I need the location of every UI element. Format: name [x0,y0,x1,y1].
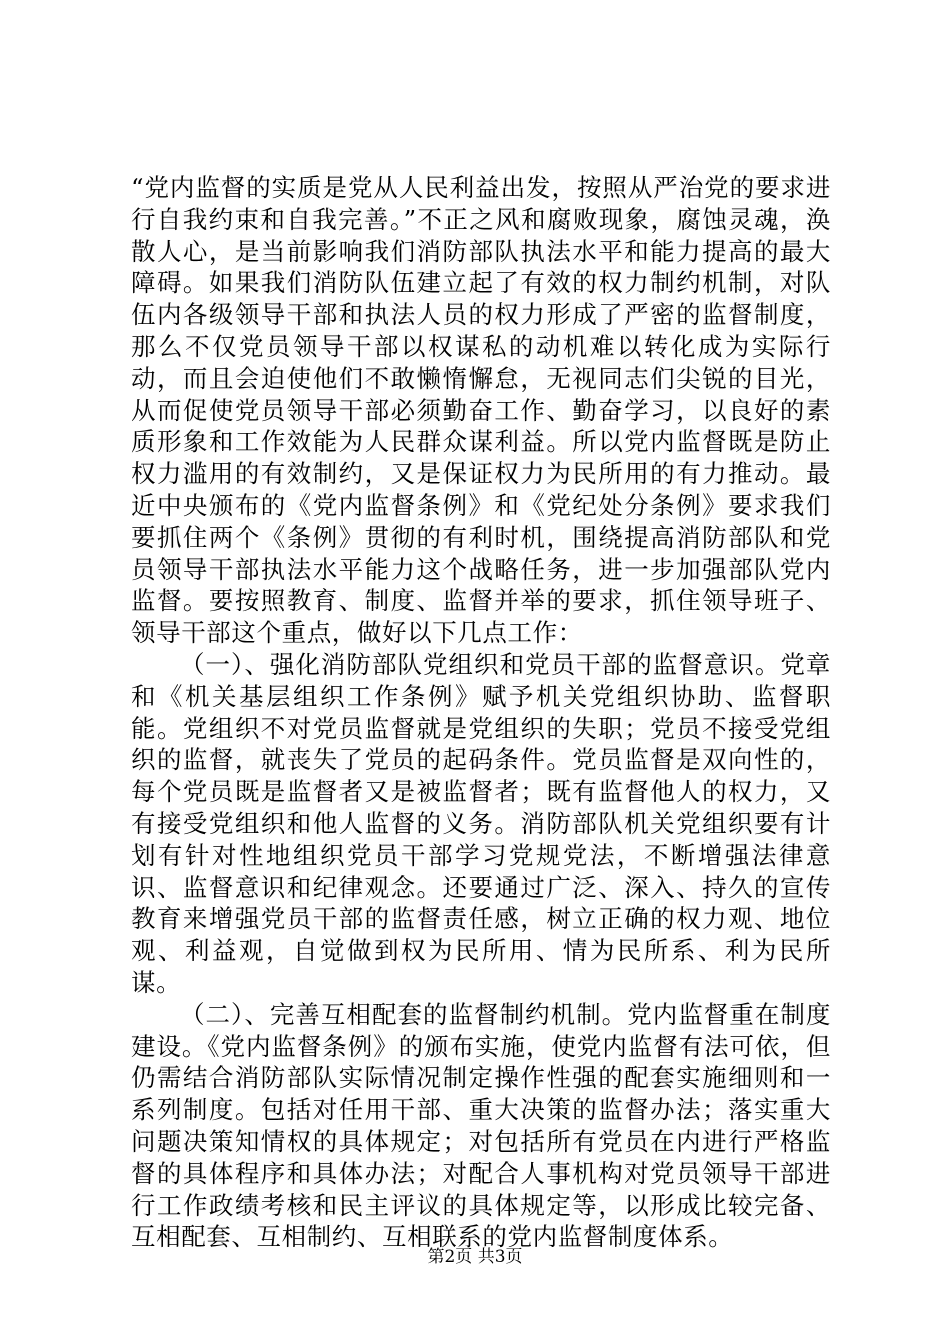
page-footer [0,1246,950,1268]
paragraph-section-one: （一）、强化消防部队党组织和党员干部的监督意识。党章和《机关基层组织工作条例》赋予机关党组织协助、监督职能。党组织不对党员监督就是党组织的失职；党员不接受党组织的监督，就丧失了党员的起码条件。党员监督是双向性的，每个党员既是监督者又是被监督者；既有监督他人的权力，又有接受党组织和他人监督的义务。消防部队机关党组织要有计划有针对性地组织党员干部学习党规党法，不断增强法律意识、监督意识和纪律观念。还要通过广泛、深入、持久的宣传教育来增强党员干部的监督责任感，树立正确的权力观、地位观、利益观，自觉做到权为民所用、情为民所系、利为民所谋。 [131,649,831,997]
document-body [131,172,831,1253]
paragraph-intro: “党内监督的实质是党从人民利益出发，按照从严治党的要求进行自我约束和自我完善。”不正之风和腐败现象，腐蚀灵魂，涣散人心，是当前影响我们消防部队执法水平和能力提高的最大障碍。如果我们消防队伍建立起了有效的权力制约机制，对队伍内各级领导干部和执法人员的权力形成了严密的监督制度，那么不仅党员领导干部以权谋私的动机难以转化成为实际行动，而且会迫使他们不敢懒惰懈怠，无视同志们尖锐的目光，从而促使党员领导干部必须勤奋工作、勤奋学习，以良好的素质形象和工作效能为人民群众谋利益。所以党内监督既是防止权力滥用的有效制约，又是保证权力为民所用的有力推动。最近中央颁布的《党内监督条例》和《党纪处分条例》要求我们要抓住两个《条例》贯彻的有利时机，围绕提高消防部队和党员领导干部执法水平能力这个战略任务，进一步加强部队党内监督。要按照教育、制度、监督并举的要求，抓住领导班子、领导干部这个重点，做好以下几点工作： [131,173,831,648]
page-number: 第2页 共3页 [427,1247,523,1267]
paragraph-section-two: （二）、完善互相配套的监督制约机制。党内监督重在制度建设。《党内监督条例》的颁布实施，使党内监督有法可依，但仍需结合消防部队实际情况制定操作性强的配套实施细则和一系列制度。包括对任用干部、重大决策的监督办法；落实重大问题决策知情权的具体规定；对包括所有党员在内进行严格监督的具体程序和具体办法；对配合人事机构对党员领导干部进行工作政绩考核和民主评议的具体规定等，以形成比较完备、互相配套、互相制约、互相联系的党内监督制度体系。 [131,999,831,1252]
